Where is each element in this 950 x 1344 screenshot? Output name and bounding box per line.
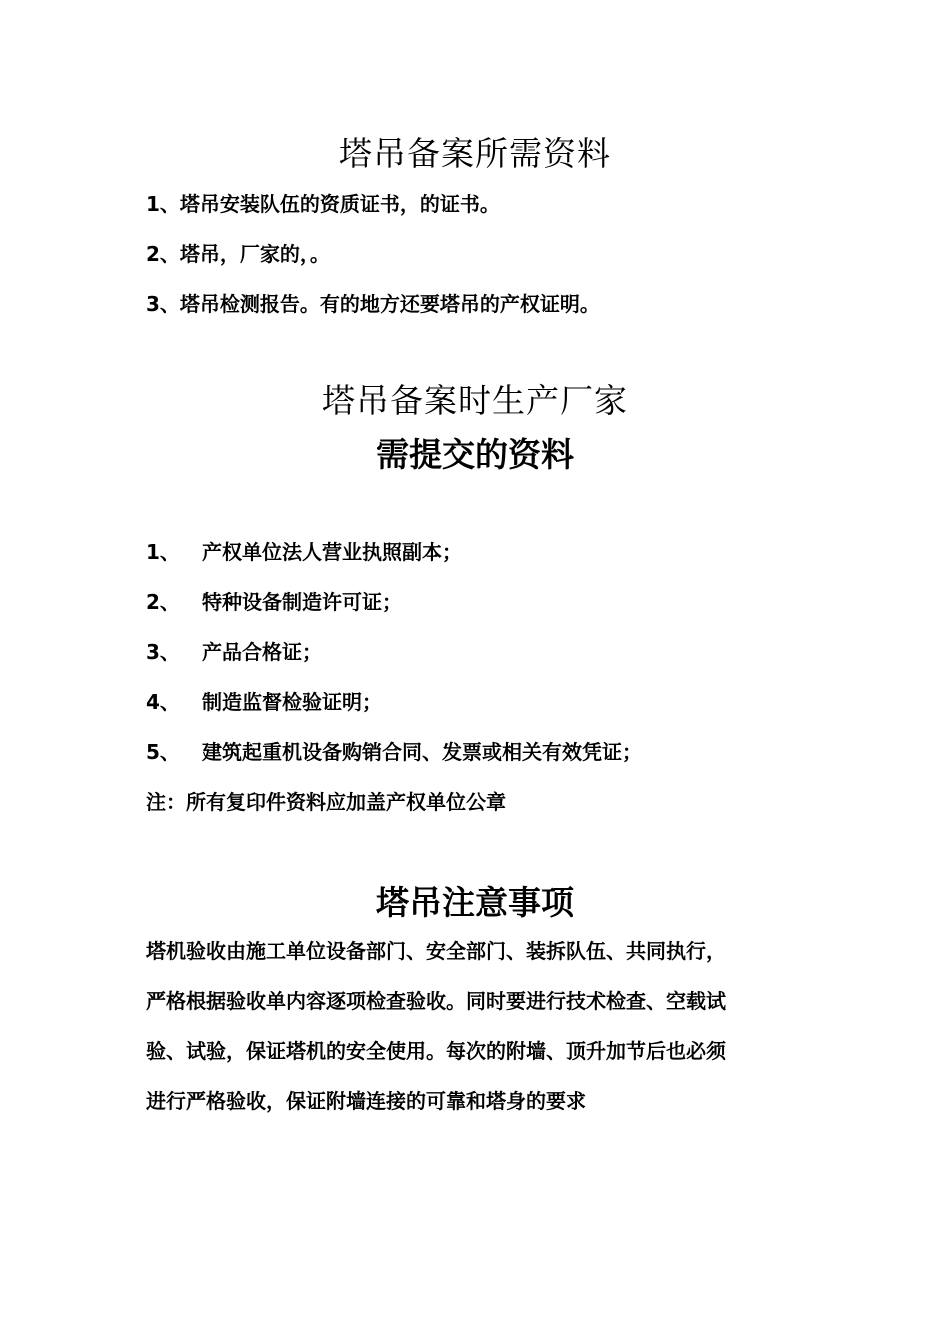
item-number: 3、 (146, 640, 180, 664)
section1-title: 塔吊备案所需资料 (339, 134, 611, 173)
item-number: 1、 (146, 540, 180, 564)
item-number: 4、 (146, 690, 180, 714)
section2-item-3 (146, 636, 322, 665)
section2-item-4 (146, 686, 382, 715)
item-text: 制造监督检验证明； (202, 690, 382, 714)
item-text: 产权单位法人营业执照副本； (202, 540, 462, 564)
item-number: 2、 (146, 590, 180, 614)
section3-line-1: 塔机验收由施工单位设备部门、安全部门、装拆队伍、共同执行， (146, 939, 726, 963)
section2-title-line2: 需提交的资料 (376, 435, 574, 474)
item-text: 产品合格证； (202, 640, 322, 664)
item-number: 5、 (146, 740, 180, 764)
item-text: 特种设备制造许可证； (202, 590, 402, 614)
section3-line-3: 验、试验，保证塔机的安全使用。每次的附墙、顶升加节后也必须 (146, 1039, 726, 1063)
item-text: 建筑起重机设备购销合同、发票或相关有效凭证； (202, 740, 642, 764)
section3-title: 塔吊注意事项 (376, 883, 574, 922)
section1-item-3: 3、塔吊检测报告。有的地方还要塔吊的产权证明。 (146, 292, 600, 316)
section2-item-2 (146, 586, 402, 615)
section2-note: 注：所有复印件资料应加盖产权单位公章 (146, 790, 506, 814)
section1-item-1: 1、塔吊安装队伍的资质证书，的证书。 (146, 192, 500, 216)
section2-item-1 (146, 536, 462, 565)
section2-title-line1: 塔吊备案时生产厂家 (322, 381, 628, 420)
section3-line-4: 进行严格验收，保证附墙连接的可靠和塔身的要求 (146, 1089, 586, 1113)
section2-item-5 (146, 736, 642, 765)
section1-item-2: 2、塔吊，厂家的，。 (146, 242, 330, 266)
section3-line-2: 严格根据验收单内容逐项检查验收。同时要进行技术检查、空载试 (146, 989, 726, 1013)
